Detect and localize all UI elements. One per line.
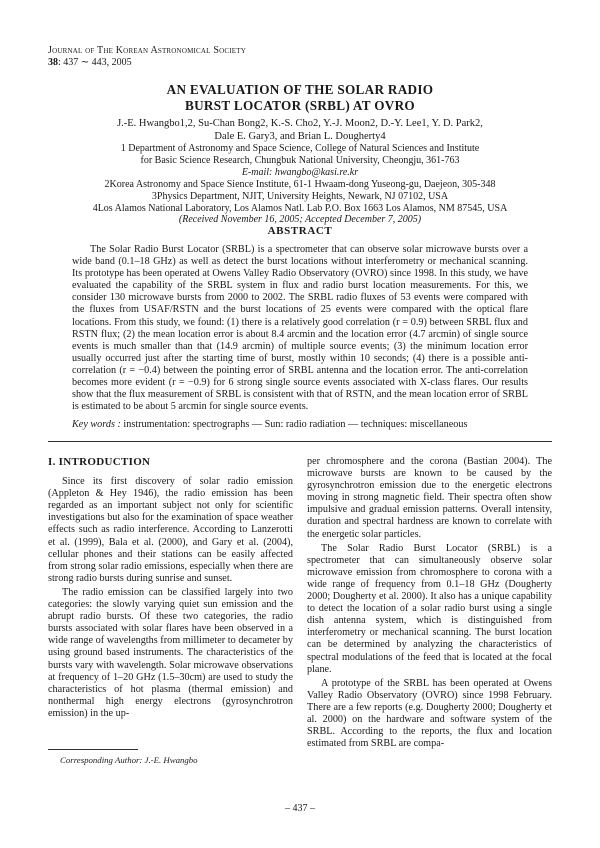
- author-list: [0, 118, 600, 143]
- intro-paragraph-1: Since its first discovery of solar radio emission (Appleton & Hey 1946), the radio emission has been regarded as an important subject not only for scientific investigations but also for the examination of space weather effects such as radio interference. According to Lanzerotti et al. (1999), Bala et al. (2000), and Gary et al. (2004), cellular phones and their stations can be easily affected from strong solar radio emissions, especially when there are strong radio bursts during sunrise and sunset.: [48, 476, 293, 584]
- author-email: E-mail: hwangbo@kasi.re.kr: [241, 167, 359, 178]
- section-heading: I. INTRODUCTION: [48, 456, 151, 468]
- keywords-label: Key words :: [72, 419, 121, 430]
- affiliation-2: 2Korea Astronomy and Space Sience Institute, 61-1 Hwaam-dong Yuseong-gu, Daejeon, 305-348: [104, 179, 496, 190]
- journal-pages: : 437 ∼ 443, 2005: [58, 57, 132, 68]
- right-column: [307, 456, 552, 750]
- keywords: [72, 419, 528, 431]
- email-line: [0, 167, 600, 179]
- keywords-text: instrumentation: spectrographs — Sun: radio radiation — techniques: miscellaneous: [120, 419, 468, 430]
- left-column: [48, 456, 293, 720]
- affiliation-1-line-1: 1 Department of Astronomy and Space Science, College of Natural Sciences and Institute: [120, 143, 480, 154]
- intro-paragraph-4: The Solar Radio Burst Locator (SRBL) is a spectrometer that can simultaneously observe solar microwave emission from chromosphere to corona with a wide range of frequency from 0.1–18 GHz (Dougherty 2000; Dougherty et al. 2000). It also has a unique capability to detect the location of a solar radio burst using a single dish antenna system, which is distinguished from interferometry or mechanical scanning. The burst location can be determined by analyzing the characteristics of spectral modulations of the feed that is located at the focal plane.: [307, 542, 552, 675]
- footnote-rule: [48, 749, 138, 750]
- affiliation-1-line-2: for Basic Science Research, Chungbuk National University, Cheongju, 361-763: [140, 155, 460, 166]
- paper-title: [0, 82, 600, 113]
- corresponding-author-footnote: Corresponding Author: J.-E. Hwangbo: [60, 755, 198, 765]
- affiliation-4: 4Los Alamos National Laboratory, Los Alamos Natl. Lab P.O. Box 1663 Los Alamos, NM 87545, USA: [92, 203, 508, 214]
- authors-line-2: Dale E. Gary3, and Brian L. Dougherty4: [214, 130, 386, 142]
- authors-line-1: J.-E. Hwangbo1,2, Su-Chan Bong2, K.-S. Cho2, Y.-J. Moon2, D.-Y. Lee1, Y. D. Park2,: [117, 118, 483, 129]
- page-number: – 437 –: [285, 803, 315, 814]
- journal-header: [48, 45, 246, 69]
- received-dates: (Received November 16, 2005; Accepted December 7, 2005): [178, 214, 422, 225]
- intro-paragraph-2: The radio emission can be classified largely into two categories: the slowly varying quiet sun emission and the abrupt radio bursts. Of these two categories, the radio bursts associated with solar flares have been observed in a wide range of wavelengths from millimeter to decameter by using ground based instruments. The characteristics of the bursts vary with wavelength. Solar microwave observations at frequency of 1–20 GHz (1.5–30cm) are used to study the characteristics of hot plasma (thermal emission) and nonthermal high energy electrons (gyrosynchrotron emission) in the up-: [48, 586, 293, 719]
- abstract-heading: ABSTRACT: [267, 225, 333, 237]
- journal-volume: 38: [48, 57, 58, 68]
- intro-paragraph-5: A prototype of the SRBL has been operated at Owens Valley Radio Observatory (OVRO) since 1998 February. There are a few reports (e.g. Dougherty 2000; Dougherty et al. 2000) on the hardware and software system of the SRBL. According to the reports, the flux and location estimated from SRBL are compa-: [307, 677, 552, 750]
- affiliation-3: 3Physics Department, NJIT, University Heights, Newark, NJ 07102, USA: [151, 191, 449, 202]
- intro-paragraph-3: per chromosphere and the corona (Bastian 2004). The microwave bursts are known to be caused by the gyrosynchrotron emission due to the energetic electrons moving in strong magnetic field. Their spectra often show impulsive and gradual emission patterns. Overall intensity, duration and spectral hardness are known to correlate with the energetic solar particles.: [307, 456, 552, 540]
- title-line-1: AN EVALUATION OF THE SOLAR RADIO: [166, 82, 434, 97]
- journal-name: Journal of The Korean Astronomical Society: [48, 45, 246, 56]
- title-line-2: BURST LOCATOR (SRBL) AT OVRO: [185, 97, 415, 113]
- section-divider: [48, 441, 552, 442]
- abstract-text: The Solar Radio Burst Locator (SRBL) is a spectrometer that can observe solar microwave bursts over a wide band (0.1–18 GHz) as well as detect the burst locations without interferometry or mechanical scanning. Its prototype has been operated at Owens Valley Radio Observatory (OVRO) since 1998. In this study, we have evaluated the capability of the SRBL system in flux and radio burst location measurements. For this, we consider 130 microwave bursts from 2000 to 2002. The SRBL radio fluxes of 53 events were compared with the fluxes from USAF/RSTN and the burst locations of 25 events were compared with the optical flare locations. From this study, we found: (1) there is a relatively good correlation (r = 0.9) between SRBL flux and RSTN flux; (2) the mean location error is about 8.4 arcmin and the location error (4.7 arcmin) of single source events is much smaller than that (14.9 arcmin) of multiple source events; (3) the minimum location error usually occurred just after the starting time of burst, mostly within 10 seconds; (4) there is a possible anti-correlation (r = −0.4) between the pointing error of SRBL antenna and the location error. The anti-correlation becomes more evident (r = −0.9) for 6 strong single source events associated with X-class flares. Our results show that the flux measurement of SRBL is consistent with that of RSTN, and the mean location error of SRBL is estimated to be about 5 arcmin for single source events.: [72, 244, 528, 413]
- journal-volume-line: [48, 57, 246, 69]
